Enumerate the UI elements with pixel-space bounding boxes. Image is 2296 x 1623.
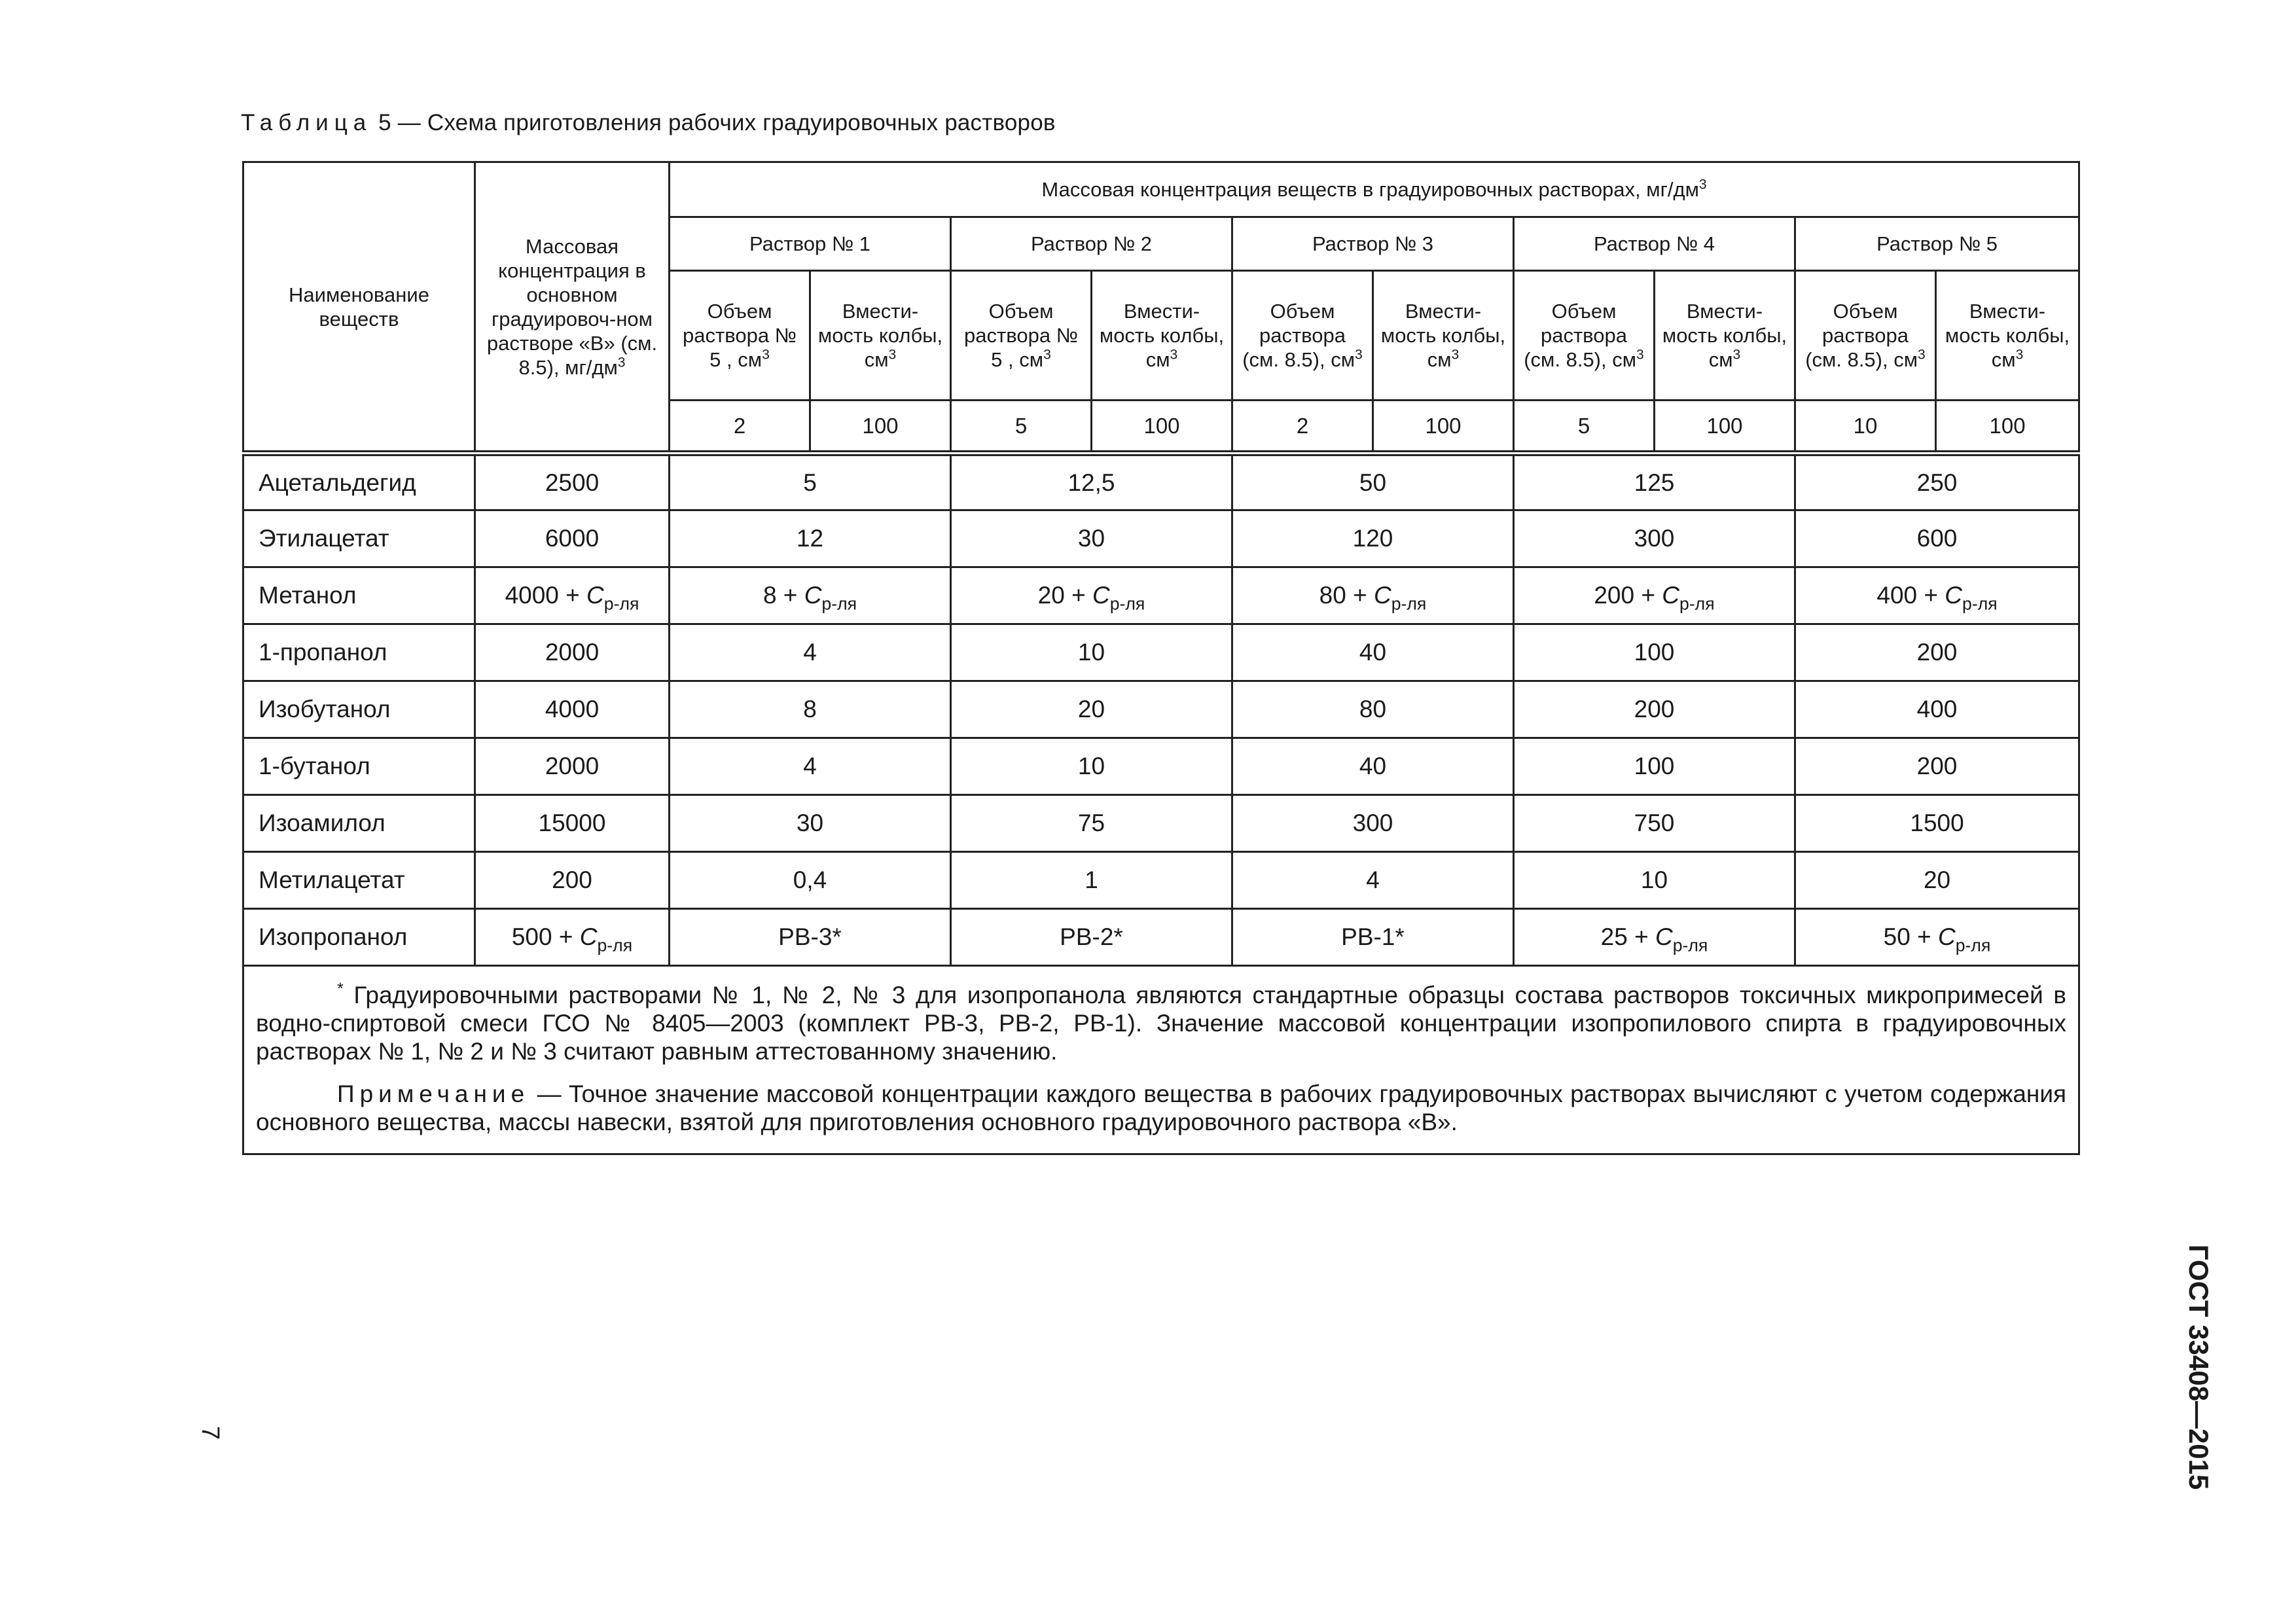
- row-value: 10: [951, 738, 1232, 795]
- table-row: [243, 567, 2079, 624]
- header-group-sup: 3: [1698, 177, 1707, 192]
- row-value: 0,4: [670, 852, 951, 909]
- table-caption: [241, 110, 1056, 136]
- header-main-concentration: [475, 162, 670, 454]
- header-volume-2-text: Объем раствора № 5 , см: [964, 300, 1078, 371]
- value-text: 400 +: [1876, 582, 1945, 609]
- capacity-value-3: 100: [1373, 401, 1514, 454]
- row-value: 100: [1514, 624, 1795, 681]
- c-subscript: р-ля: [597, 935, 633, 955]
- row-value: 80: [1232, 681, 1514, 738]
- row-value: 1500: [1795, 795, 2079, 852]
- notes-cell: [243, 966, 2079, 1154]
- header-capacity-2-sup: 3: [1170, 347, 1178, 363]
- header-capacity-1: [810, 271, 951, 401]
- c-symbol: C: [1373, 582, 1391, 609]
- value-text: 500 +: [511, 923, 580, 950]
- c-symbol: C: [1655, 923, 1673, 950]
- row-value: 10: [951, 624, 1232, 681]
- header-volume-2: [951, 271, 1092, 401]
- table-row: [243, 909, 2079, 966]
- header-capacity-1-sup: 3: [888, 347, 897, 363]
- value-text: 80 +: [1319, 582, 1374, 609]
- header-volume-4-sup: 3: [1636, 347, 1644, 363]
- header-main-concentration-sup: 3: [617, 354, 626, 370]
- value-text: 25 +: [1600, 923, 1655, 950]
- row-value: [1514, 909, 1795, 966]
- row-value: 10: [1514, 852, 1795, 909]
- capacity-value-5: 100: [1936, 401, 2079, 454]
- c-symbol: C: [1092, 582, 1110, 609]
- volume-value-1: 2: [670, 401, 810, 454]
- value-text: 20 +: [1037, 582, 1092, 609]
- row-value: 30: [951, 510, 1232, 567]
- row-value: РВ-3*: [670, 909, 951, 966]
- c-subscript: р-ля: [1109, 594, 1145, 614]
- row-value: [1795, 567, 2079, 624]
- row-value: 200: [1795, 738, 2079, 795]
- header-solution-5: Раствор № 5: [1795, 217, 2079, 271]
- header-capacity-3-sup: 3: [1451, 347, 1460, 363]
- c-subscript: р-ля: [1955, 935, 1991, 955]
- footnote-mark: *: [337, 980, 344, 999]
- c-symbol: C: [804, 582, 822, 609]
- row-main: 6000: [475, 510, 670, 567]
- header-volume-3-text: Объем раствора (см. 8.5), см: [1242, 300, 1355, 371]
- c-symbol: C: [586, 582, 604, 609]
- header-volume-3-sup: 3: [1355, 347, 1363, 363]
- header-capacity-4-sup: 3: [1732, 347, 1741, 363]
- header-capacity-4-text: Вмести-мость колбы, см: [1662, 300, 1787, 371]
- row-value: 40: [1232, 738, 1514, 795]
- table-row: [243, 738, 2079, 795]
- row-value: 750: [1514, 795, 1795, 852]
- note: [256, 1080, 2066, 1136]
- header-capacity-3-text: Вмести-мость колбы, см: [1380, 300, 1506, 371]
- note-label: Примечание: [337, 1080, 530, 1107]
- row-value: РВ-2*: [951, 909, 1232, 966]
- row-value: 4: [670, 738, 951, 795]
- header-volume-1: [670, 271, 810, 401]
- c-symbol: C: [1662, 582, 1679, 609]
- row-value: 200: [1795, 624, 2079, 681]
- header-solution-3: Раствор № 3: [1232, 217, 1514, 271]
- row-value: 4: [1232, 852, 1514, 909]
- row-name: Метанол: [243, 567, 475, 624]
- header-group-text: Массовая концентрация веществ в градуировочных растворах, мг/дм: [1041, 178, 1699, 201]
- capacity-value-1: 100: [810, 401, 951, 454]
- header-volume-2-sup: 3: [1043, 347, 1051, 363]
- header-volume-5: [1795, 271, 1936, 401]
- header-volume-4-text: Объем раствора (см. 8.5), см: [1524, 300, 1637, 371]
- caption-label: Таблица: [241, 110, 372, 135]
- volume-value-5: 10: [1795, 401, 1936, 454]
- header-volume-3: [1232, 271, 1373, 401]
- value-text: 50 +: [1883, 923, 1938, 950]
- c-subscript: р-ля: [821, 594, 857, 614]
- row-main: [475, 567, 670, 624]
- row-name: 1-пропанол: [243, 624, 475, 681]
- table-row: [243, 681, 2079, 738]
- table-row: [243, 795, 2079, 852]
- row-value: 300: [1232, 795, 1514, 852]
- row-value: 40: [1232, 624, 1514, 681]
- row-value: 5: [670, 454, 951, 510]
- header-capacity-4: [1655, 271, 1795, 401]
- row-value: 75: [951, 795, 1232, 852]
- c-subscript: р-ля: [1391, 594, 1427, 614]
- header-volume-5-sup: 3: [1918, 347, 1926, 363]
- header-volume-5-text: Объем раствора (см. 8.5), см: [1805, 300, 1918, 371]
- header-capacity-1-text: Вмести-мость колбы, см: [817, 300, 943, 371]
- table-row: [243, 624, 2079, 681]
- c-symbol: C: [579, 923, 598, 950]
- table-row: [243, 852, 2079, 909]
- row-value: 20: [1795, 852, 2079, 909]
- row-main: 4000: [475, 681, 670, 738]
- row-value: 250: [1795, 454, 2079, 510]
- note-text: — Точное значение массовой концентрации каждого вещества в рабочих градуировочных растворах вычисляют с учетом содержания основного вещества, массы навески, взятой для приготовления основного градуировочного раствора «В».: [256, 1080, 2067, 1135]
- header-solution-1: Раствор № 1: [670, 217, 951, 271]
- row-main: 2000: [475, 624, 670, 681]
- header-group: [670, 162, 2079, 217]
- volume-value-3: 2: [1232, 401, 1373, 454]
- header-substance: Наименование веществ: [243, 162, 475, 454]
- header-capacity-5-sup: 3: [2015, 347, 2024, 363]
- header-solution-4: Раствор № 4: [1514, 217, 1795, 271]
- row-value: 400: [1795, 681, 2079, 738]
- row-value: 4: [670, 624, 951, 681]
- row-main: 2500: [475, 454, 670, 510]
- row-value: 200: [1514, 681, 1795, 738]
- c-subscript: р-ля: [1679, 594, 1715, 614]
- row-value: 600: [1795, 510, 2079, 567]
- value-text: 8 +: [762, 582, 804, 609]
- row-name: 1-бутанол: [243, 738, 475, 795]
- header-volume-4: [1514, 271, 1655, 401]
- header-main-concentration-text: Массовая концентрация в основном градуировоч-ном растворе «В» (см. 8.5), мг/дм: [486, 234, 658, 379]
- row-value: 300: [1514, 510, 1795, 567]
- value-text: 4000 +: [505, 582, 587, 609]
- header-volume-1-sup: 3: [762, 347, 770, 363]
- row-name: Этилацетат: [243, 510, 475, 567]
- row-main: 2000: [475, 738, 670, 795]
- row-main: [475, 909, 670, 966]
- row-value: [670, 567, 951, 624]
- row-value: 1: [951, 852, 1232, 909]
- table-row: [243, 454, 2079, 510]
- row-value: 20: [951, 681, 1232, 738]
- footnote: [256, 981, 2066, 1065]
- row-main: 200: [475, 852, 670, 909]
- header-volume-1-text: Объем раствора № 5 , см: [683, 300, 797, 371]
- row-name: Изопропанол: [243, 909, 475, 966]
- header-capacity-2-text: Вмести-мость колбы, см: [1099, 300, 1225, 371]
- row-name: Метилацетат: [243, 852, 475, 909]
- row-value: 50: [1232, 454, 1514, 510]
- c-symbol: C: [1945, 582, 1963, 609]
- c-subscript: р-ля: [1962, 594, 1998, 614]
- volume-value-4: 5: [1514, 401, 1655, 454]
- row-value: 125: [1514, 454, 1795, 510]
- row-value: 12: [670, 510, 951, 567]
- header-capacity-3: [1373, 271, 1514, 401]
- header-capacity-5: [1936, 271, 2079, 401]
- header-capacity-5-text: Вмести-мость колбы, см: [1945, 300, 2070, 371]
- row-value: 8: [670, 681, 951, 738]
- row-name: Изоамилол: [243, 795, 475, 852]
- c-symbol: C: [1938, 923, 1956, 950]
- page-number: 7: [196, 1425, 224, 1440]
- c-subscript: р-ля: [603, 594, 639, 614]
- header-solution-2: Раствор № 2: [951, 217, 1232, 271]
- row-value: 100: [1514, 738, 1795, 795]
- capacity-value-4: 100: [1655, 401, 1795, 454]
- header-capacity-2: [1092, 271, 1232, 401]
- row-value: [951, 567, 1232, 624]
- row-main: 15000: [475, 795, 670, 852]
- row-value: [1514, 567, 1795, 624]
- row-value: 12,5: [951, 454, 1232, 510]
- document-code: ГОСТ 33408—2015: [2183, 1244, 2214, 1490]
- preparation-table: [242, 161, 2080, 1155]
- row-value: [1232, 567, 1514, 624]
- row-name: Изобутанол: [243, 681, 475, 738]
- volume-value-2: 5: [951, 401, 1092, 454]
- row-value: РВ-1*: [1232, 909, 1514, 966]
- c-subscript: р-ля: [1672, 935, 1708, 955]
- footnote-text: Градуировочными растворами № 1, № 2, № 3 для изопропанола являются стандартные образцы состава растворов токсичных микропримесей в водно-спиртовой смеси ГСО № 8405—2003 (комплект РВ-3, РВ-2, РВ-1). Значение массовой концентрации изопропилового спирта в градуировочных растворах № 1, № 2 и № 3 считают равным аттестованному значению.: [256, 982, 2067, 1065]
- caption-text: 5 — Схема приготовления рабочих градуировочных растворов: [372, 110, 1056, 135]
- value-text: 200 +: [1594, 582, 1662, 609]
- row-name: Ацетальдегид: [243, 454, 475, 510]
- notes-row: [243, 966, 2079, 1154]
- table-row: [243, 510, 2079, 567]
- row-value: [1795, 909, 2079, 966]
- capacity-value-2: 100: [1092, 401, 1232, 454]
- row-value: 120: [1232, 510, 1514, 567]
- row-value: 30: [670, 795, 951, 852]
